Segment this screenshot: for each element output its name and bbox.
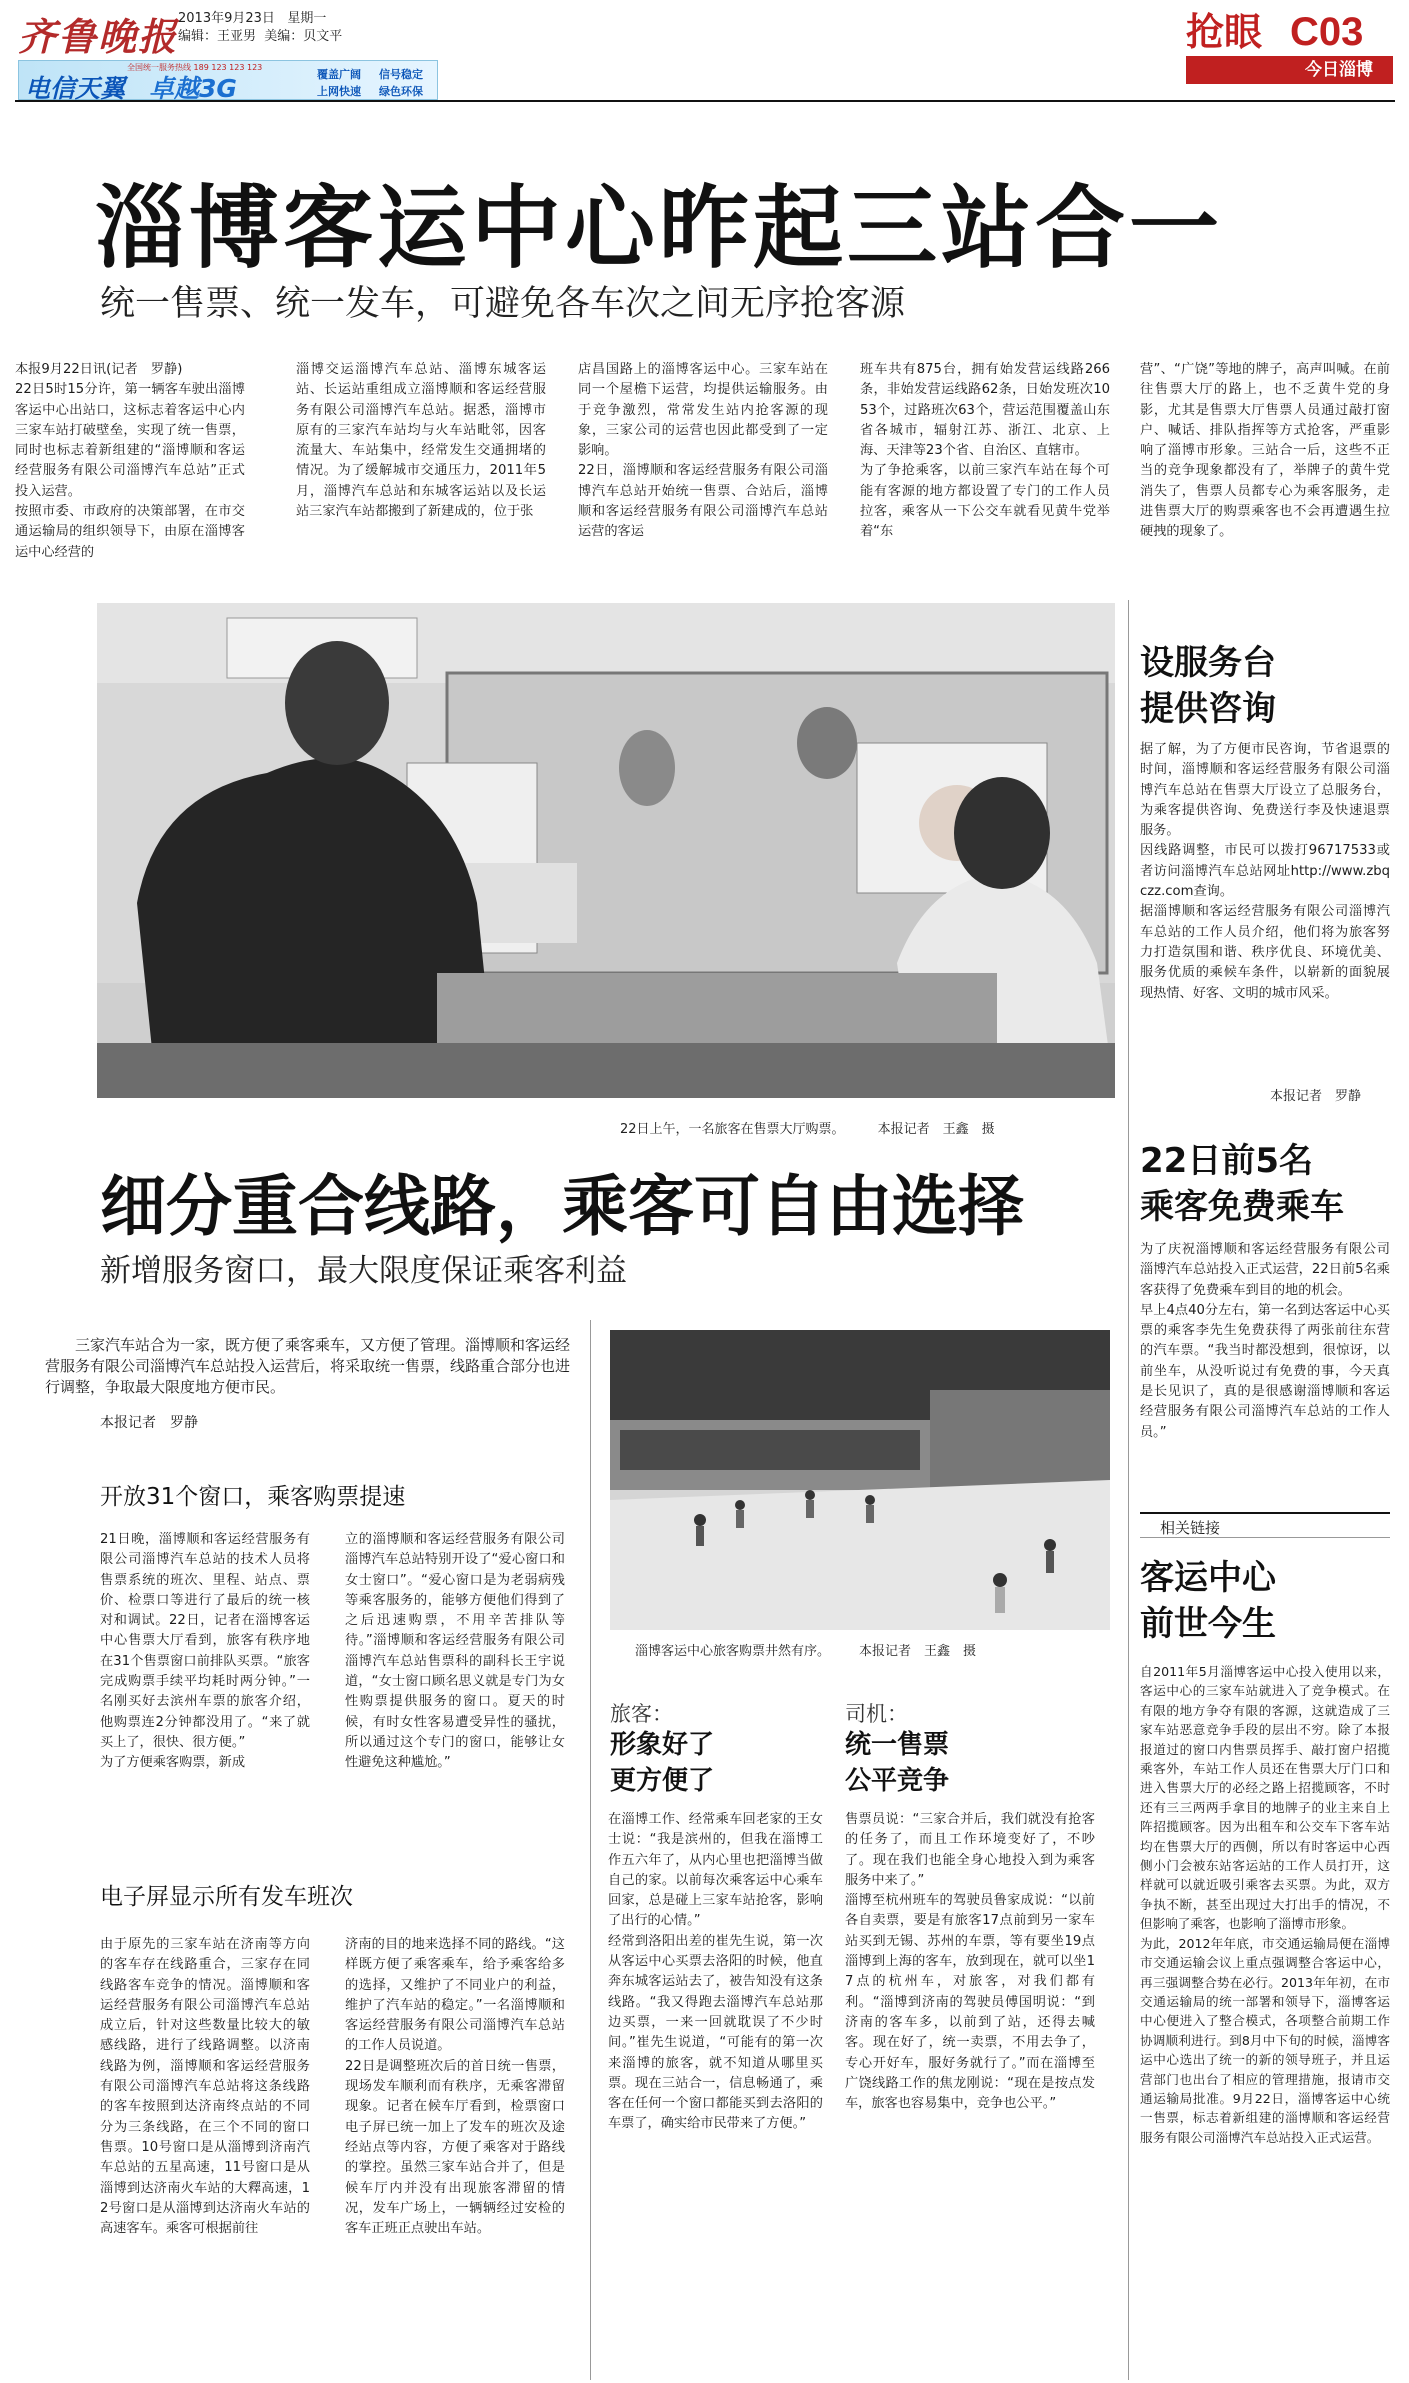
ad-feature-2: 信号稳定 — [379, 68, 423, 81]
second-headline: 细分重合线路，乘客可自由选择 — [100, 1167, 1024, 1245]
issue-meta — [178, 10, 438, 46]
lead-col-3: 店昌国路上的淄博客运中心。三家车站在同一个屋檐下运营，均提供运输服务。由于竞争激烈，常常发生站内抢客源的现象，三家公司的运营也因此都受到了一定影响。 22日，淄博顺和客运经营服务有限公司淄博汽车总站开始统一售票、合站后，淄博顺和客运经营服务有限公司淄博汽车总站运营的客运 — [578, 362, 828, 540]
sub1-heading: 开放31个窗口，乘客购票提速 — [100, 1484, 406, 1510]
driver-title: 统一售票 公平竞争 — [845, 1730, 950, 1796]
related-label: 相关链接 — [1160, 1519, 1221, 1537]
passenger-body: 在淄博工作、经常乘车回老家的王女士说：“我是滨州的，但我在淄博工作五六年了，从内心里也把淄博当做自己的家。以前每次乘客运中心乘车回家，总是碰上三家车站抢客，影响了出行的心情。” 经常到洛阳出差的崔先生说，第一次从客运中心买票去洛阳的时候，他直奔东城客运站去了，被告知没有这条线路。“我又得跑去淄博汽车总站那边买票，一来一回就耽误了不少时间。”崔先生说道，“可能有的第一次来淄博的旅客，就不知道从哪里买票。现在三站合一，信息畅通了，乘客在任何一个窗口都能买到去洛阳的车票了，确实给市民带来了方便。” — [608, 1812, 823, 2132]
related-label-bar — [1140, 1512, 1390, 1538]
lead-col-1: 本报9月22日讯(记者 罗静) 22日5时15分许，第一辆客车驶出淄博客运中心出站口，这标志着客运中心内三家车站打破壁垒，实现了统一售票，同时也标志着新组建的“淄博顺和客运经营服务有限公司淄博汽车总站”正式投入运营。 按照市委、市政府的决策部署，在市交通运输局的组织领导下，由原在淄博客运中心经营的 — [15, 362, 245, 560]
ticket-counter-photo — [97, 603, 1115, 1098]
art-credit: 美编：贝文平 — [264, 29, 343, 44]
center-column-rule — [590, 1320, 591, 2380]
photo1-credit: 本报记者 王鑫 摄 — [877, 1122, 995, 1137]
passenger-title: 形象好了 更方便了 — [610, 1730, 715, 1796]
passenger-role: 旅客： — [610, 1702, 673, 1726]
ad-tiny-line: 全国统一服务热线 189 123 123 123 — [127, 63, 263, 72]
second-intro-byline: 本报记者 罗静 — [100, 1415, 198, 1431]
hall-photo-graphic — [610, 1330, 1110, 1630]
lead-col-5: 营”、“广饶”等地的牌子，高声叫喊。在前往售票大厅的路上，也不乏黄牛党的身影，尤其是售票大厅售票人员通过敲打窗户、喊话、排队指挥等方式抢客，严重影响了淄博市形象。三站合一后，这些不正当的竞争现象都没有了，举牌子的黄牛党消失了，售票人员都专心为乘客服务，走进售票大厅的购票乘客也不会再遭遇生拉硬拽的现象了。 — [1140, 362, 1390, 540]
second-intro: 三家汽车站合为一家，既方便了乘客乘车，又方便了管理。淄博顺和客运经营服务有限公司淄博汽车总站投入运营后，将采取统一售票，线路重合部分也进行调整，争取最大限度地方便市民。 — [45, 1336, 570, 1396]
ad-feature-1: 覆盖广阔 — [317, 68, 361, 81]
subsection-bar: 今日淄博 — [1186, 56, 1393, 84]
photo1-caption — [620, 1118, 995, 1137]
sidebar1-body: 据了解，为了方便市民咨询，节省退票的时间，淄博顺和客运经营服务有限公司淄博汽车总站在售票大厅设立了总服务台，为乘客提供咨询、免费送行李及快速退票服务。 因线路调整，市民可以拨打96717533或者访问淄博汽车总站网址http://www.zbqczz.com查询。 据淄博顺和客运经营服务有限公司淄博汽车总站的工作人员介绍，他们将为旅客努力打造氛围和谐、秩序优良、环境优美、服务优质的乘候车条件，以崭新的面貌展现热情、好客、文明的城市风采。 — [1140, 742, 1390, 1001]
editor-credit: 编辑：王亚男 — [178, 29, 257, 44]
related-body: 自2011年5月淄博客运中心投入使用以来，客运中心的三家车站就进入了竞争模式。在有限的地方争夺有限的客源，这就造成了三家车站恶意竞争手段的层出不穷。除了本报报道过的窗口内售票员挥手、敲打窗户招揽乘客外，车站工作人员还在售票大厅门口和进入售票大厅的必经之路上招揽顾客，不时还有三三两两手拿目的地牌子的业主来自上阵招揽顾客。因为出租车和公交车下客车站均在售票大厅的西侧，所以有时客运中心西侧小门会被东站客运站的工作人员打开，这样就可以就近吸引乘客去买票。为此，双方争执不断，甚至出现过大打出手的情况，不但影响了乘客，也影响了淄博市形象。 为此，2012年年底，市交通运输局便在淄博市交通运输会议上重点强调整合客运中心，再三强调整合势在必行。2013年年初，在市交通运输局的统一部署和领导下，淄博客运中心便进入了整合模式，各项整合前期工作协调顺利进行。到8月中下旬的时候，淄博客运中心选出了统一的新的领导班子，并且运营部门也出台了相应的管理措施，报请市交通运输局批准。9月22日，淄博客运中心统一售票，标志着新组建的淄博顺和客运经营服务有限公司淄博汽车总站投入正式运营。 — [1140, 1664, 1390, 2145]
sub1-col-2: 立的淄博顺和客运经营服务有限公司淄博汽车总站特别开设了“爱心窗口和女士窗口”。“爱心窗口是为老弱病残等乘客服务的，能够方便他们得到了之后迅速购票，不用辛苦排队等待。”淄博顺和客运经营服务有限公司淄博汽车总站售票科的副科长王宇说道，“女士窗口顾名思义就是专门为女性购票提供服务的窗口。夏天的时候，有时女性客易遭受异性的骚扰，所以通过这个专门的窗口，能够让女性避免这种尴尬。” — [345, 1532, 565, 1771]
sub2-col-2: 济南的目的地来选择不同的路线。“这样既方便了乘客乘车，给予乘客给多的选择，又维护了不同业户的利益，维护了汽车站的稳定。”一名淄博顺和客运经营服务有限公司淄博汽车总站的工作人员说道。 22日是调整班次后的首日统一售票，现场发车顺利而有秩序，无乘客滞留现象。记者在候车厅看到，检票窗口电子屏已统一加上了发车的班次及途经站点等内容，方便了乘客对于路线的掌控。虽然三家车站合并了，但是候车厅内并没有出现旅客滞留的情况，发车广场上，一辆辆经过安检的客车正班正点驶出车站。 — [345, 1937, 565, 2237]
sub1-col-1: 21日晚，淄博顺和客运经营服务有限公司淄博汽车总站的技术人员将售票系统的班次、里程、站点、票价、检票口等进行了最后的统一核对和调试。22日，记者在淄博客运中心售票大厅看到，旅客有秩序地在31个售票窗口前排队买票。“旅客完成购票手续平均耗时两分钟。”一名刚买好去滨州车票的旅客介绍，他购票连2分钟都没用了。“来了就买上了，很快、很方便。” 为了方便乘客购票，新成 — [100, 1532, 310, 1771]
photo1-caption-text: 22日上午，一名旅客在售票大厅购票。 — [620, 1122, 845, 1137]
sub2-heading: 电子屏显示所有发车班次 — [100, 1884, 353, 1910]
ad-slogan-1: 电信天翼 — [25, 74, 126, 103]
right-column-rule — [1128, 600, 1129, 2380]
lead-col-2: 淄博交运淄博汽车总站、淄博东城客运站、长运站重组成立淄博顺和客运经营服务有限公司淄博汽车总站。据悉，淄博市原有的三家汽车站均与火车站毗邻，因客流量大、车站集中，经常发生交通拥堵的情况。为了缓解城市交通压力，2011年5月，淄博汽车总站和东城客运站以及长运站三家汽车站都搬到了新建成的，位于张 — [296, 362, 546, 520]
photo2-caption — [635, 1640, 976, 1659]
section-name: 抢眼 — [1186, 10, 1263, 54]
paper-logo: 齐鲁晚报 — [18, 14, 179, 59]
related-heading: 客运中心 前世今生 — [1140, 1558, 1276, 1644]
issue-date: 2013年9月23日 — [178, 11, 275, 26]
driver-body: 售票员说：“三家合并后，我们就没有抢客的任务了，而且工作环境变好了，不吵了。现在我们也能全身心地投入到为乘客服务中来了。” 淄博至杭州班车的驾驶员鲁家成说：“以前各自卖票，要是有旅客17点前到另一家车站买到无锡、苏州的车票，等有要坐19点淄博到上海的客车，放到现在，就可以坐17点的杭州车，对旅客，对我们都有利。“淄博到济南的驾驶员傅国明说：“到济南的客车多，以前到了站，还得去喊客。现在好了，统一卖票，不用去争了，专心开好车，服好务就行了。”而在淄博至广饶线路工作的焦龙刚说：“现在是按点发车，旅客也容易集中，竞争也公平。” — [845, 1812, 1095, 2112]
ad-feature-3: 上网快速 — [317, 85, 361, 98]
ad-slogan-2: 卓越3G — [149, 74, 237, 103]
sidebar2-heading: 22日前5名 乘客免费乘车 — [1140, 1141, 1344, 1227]
photo2-credit: 本报记者 王鑫 摄 — [858, 1644, 976, 1659]
sub2-col-1: 由于原先的三家车站在济南等方向的客车存在线路重合，三家存在同线路客车竞争的情况。淄博顺和客运经营服务有限公司淄博汽车总站成立后，针对这些数量比较大的敏感线路，进行了线路调整。以济南线路为例，淄博顺和客运经营服务有限公司淄博汽车总站将这条线路的客车按照到达济南终点站的不同分为三条线路，在三个不同的窗口售票。10号窗口是从淄博到济南汽车总站的五星高速，11号窗口是从淄博到达济南火车站的大釋高速，12号窗口是从淄博到达济南火车站的高速客车。乘客可根据前往 — [100, 1937, 310, 2237]
ticket-counter-photo-graphic — [97, 603, 1115, 1098]
hall-photo — [610, 1330, 1110, 1630]
issue-weekday: 星期一 — [287, 11, 327, 26]
sidebar2-body: 为了庆祝淄博顺和客运经营服务有限公司淄博汽车总站投入正式运营，22日前5名乘客获得了免费乘车到目的地的机会。 早上4点40分左右，第一名到达客运中心买票的乘客李先生免费获得了两张前往东营的汽车票。“我当时都没想到，很惊讶，以前坐车，从没听说过有免费的事，今天真是长见识了，真的是很感谢淄博顺和客运经营服务有限公司淄博汽车总站的工作人员。” — [1140, 1242, 1390, 1440]
ad-feature-4: 绿色环保 — [379, 85, 423, 98]
lead-subhead: 统一售票、统一发车，可避免各车次之间无序抢客源 — [100, 284, 906, 324]
photo2-caption-text: 淄博客运中心旅客购票井然有序。 — [635, 1644, 831, 1659]
telecom-ad — [18, 60, 438, 103]
driver-role: 司机： — [845, 1702, 908, 1726]
sidebar1-heading: 设服务台 提供咨询 — [1140, 643, 1276, 729]
sidebar1-byline: 本报记者 罗静 — [1270, 1089, 1362, 1104]
second-subhead: 新增服务窗口，最大限度保证乘客利益 — [100, 1253, 627, 1289]
lead-col-4: 班车共有875台，拥有始发营运线路266条，非始发营运线路62条，日始发班次1053个，过路班次63个，营运范围覆盖山东省各城市，辐射江苏、浙江、北京、上海、天津等23个省、自治区、直辖市。 为了争抢乘客，以前三家汽车站在每个可能有客源的地方都设置了专门的工作人员拉客，乘客从一下公交车就看见黄牛党举着“东 — [860, 362, 1110, 540]
lead-headline: 淄博客运中心昨起三站合一 — [95, 175, 1223, 281]
page-number: C03 — [1290, 10, 1364, 54]
